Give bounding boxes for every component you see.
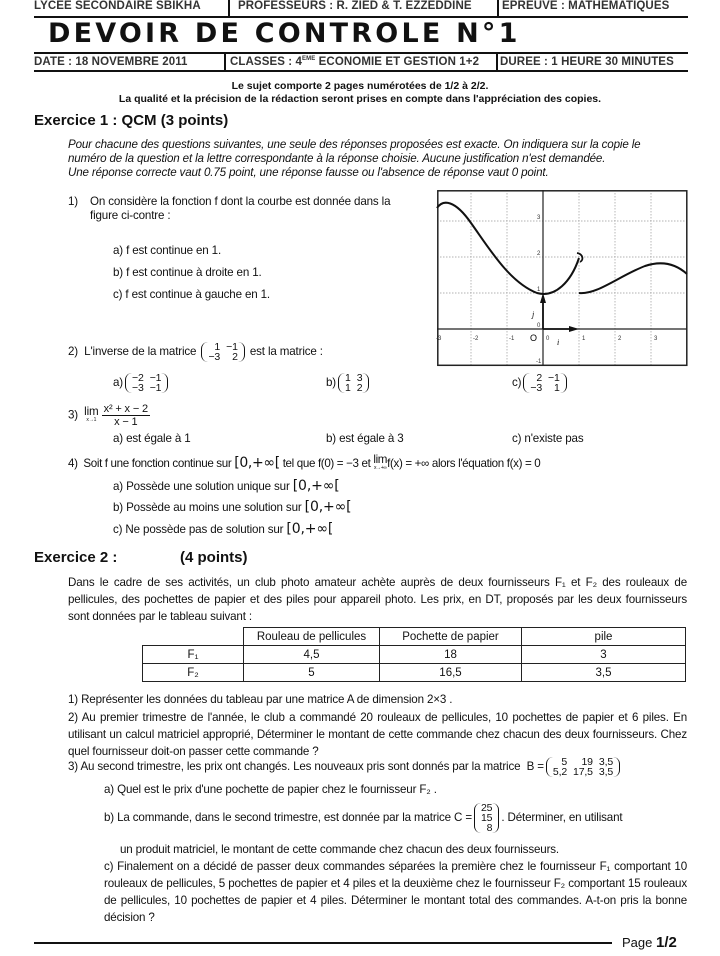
x-tick: -1: [509, 336, 515, 342]
y-tick: 3: [537, 215, 541, 221]
duration: DUREE : 1 HEURE 30 MINUTES: [500, 56, 674, 68]
divider: [34, 70, 688, 72]
classes-prefix: CLASSES : 4: [230, 56, 303, 68]
ex2-q1: 1) Représenter les données du tableau par une matrice A de dimension 2×3 .: [68, 693, 453, 706]
x-tick: 2: [618, 336, 622, 342]
ex2-q3a: a) Quel est le prix d'une pochette de papier chez le fournisseur F₂ .: [104, 783, 437, 796]
ex2-q2: 2) Au premier trimestre de l'année, le club a commandé 20 rouleaux de pellicules, 10 pochettes de papier et 6 piles. En utilisant un calcul matriciel approprié, Déterminer le montant de cette commande chez chacun des deux fournisseurs. Chez quel fournisseur doit-on passer cette commande ?: [68, 711, 687, 758]
school-name: LYCEE SECONDAIRE SBIKHA: [34, 0, 201, 12]
ex1-intro-line: Pour chacune des questions suivantes, une seule des réponses proposées est exacte. On indiquera sur la copie le: [68, 138, 641, 151]
ex2-q3b: b) La commande, dans le second trimestre, est donnée par la matrice C = 25 15 8 . Déterminer, en utilisant: [104, 802, 623, 834]
divider: [224, 53, 226, 70]
q2-text: est la matrice :: [249, 345, 323, 359]
exam-date: DATE : 18 NOVEMBRE 2011: [34, 56, 188, 68]
table-row: F₁ 4,5 18 3: [143, 646, 686, 664]
fraction: $\frac{\text{x² + x − 2}}{x - 1}$: [103, 403, 148, 428]
q4-answer-c: c) Ne possède pas de solution sur [0,+∞[: [113, 521, 334, 537]
q4-answer-a: a) Possède une solution unique sur [0,+∞[: [113, 478, 340, 494]
y-tick: 1: [537, 287, 541, 293]
teachers: PROFESSEURS : R. ZIED & T. EZZEDDINE: [238, 0, 472, 12]
ex1-intro-line: numéro de la question et la lettre correspondante à la réponse choisie. Aucune justification n'est demandée.: [68, 152, 606, 165]
q2-answer-b: b) 1 3 1 2: [326, 373, 371, 393]
x-tick: -2: [473, 336, 479, 342]
x-tick: 1: [582, 336, 586, 342]
ex2-q3c: c) Finalement on a décidé de passer deux commandes séparées la première chez le fournisseur F₁ comportant 10 rouleaux de pellicules, 5 pochettes de papier et 4 piles et la deuxième chez le fournisseur F₂ comportant 15 rouleaux de pellicules, 10 pochettes de papier et 4 piles. Déterminer le montant total des commandes. A-t-on pris la bonne décision ?: [104, 860, 687, 924]
q2-answer-a: a) −2 −1 −3 −1: [113, 373, 170, 393]
exercise-1-title: Exercice 1 : QCM (3 points): [34, 112, 229, 129]
q1-text: On considère la fonction f dont la courbe est donnée dans la: [90, 195, 391, 208]
ex1-intro-line: Une réponse correcte vaut 0.75 point, une réponse fausse ou l'absence de réponse vaut 0 point.: [68, 166, 549, 179]
x-tick: 0: [546, 336, 550, 342]
subject: EPREUVE : MATHEMATIQUES: [502, 0, 670, 12]
q3-answer-b: b) est égale à 3: [326, 432, 404, 445]
footer-divider: [34, 942, 612, 944]
note-quality: La qualité et la précision de la rédaction seront prises en compte dans l'appréciation des copies.: [118, 93, 602, 105]
y-tick: 0: [537, 323, 541, 329]
q3-number: 3): [68, 408, 79, 422]
j-label: j: [532, 310, 535, 319]
q3-answer-a: a) est égale à 1: [113, 432, 191, 445]
q2-number: 2): [68, 345, 79, 359]
q4-answer-b: b) Possède au moins une solution sur [0,+∞[: [113, 499, 352, 515]
x-tick: -3: [436, 336, 442, 342]
q3-answer-c: c) n'existe pas: [512, 432, 584, 445]
ex2-q3b-cont: un produit matriciel, le montant de cette commande chez chacun des deux fournisseurs.: [120, 843, 560, 856]
price-table: [142, 627, 686, 682]
q4: 4) Soit f une fonction continue sur [0,+∞[ tel que f(0) = −3 et lim x→+∞ f(x) = +∞ alors l'équation f(x) = 0: [68, 453, 541, 472]
q1-text: figure ci-contre :: [90, 209, 171, 222]
matrix: 1 −1 −3 2: [201, 342, 244, 362]
ex2-q3: 3) Au second trimestre, les prix ont changés. Les nouveaux pris sont donnés par la matrice B = 5 19 3,5 5,2 17,5 3,5: [68, 757, 622, 777]
q1-answer-c: c) f est continue à gauche en 1.: [113, 288, 270, 301]
q1-answer-a: a) f est continue en 1.: [113, 244, 222, 257]
y-tick: 2: [537, 251, 541, 257]
origin-label: O: [530, 333, 538, 343]
divider: [34, 52, 688, 54]
ex2-intro: Dans le cadre de ses activités, un club photo amateur achète auprès de deux fournisseurs F₁ et F₂ des rouleaux de pellicules, des pochettes de papier et des piles pour appareil photo. Les prix, en DT, proposés par les deux fournisseurs sont données par le tableau suivant :: [68, 576, 687, 623]
note-pages: Le sujet comporte 2 pages numérotées de 1/2 à 2/2.: [231, 80, 489, 92]
classes-sup: EME: [302, 56, 316, 63]
exercise-2-title: Exercice 2 :: [34, 549, 118, 566]
q2: [68, 342, 323, 362]
q1-number: 1): [68, 195, 79, 208]
classes: [230, 56, 479, 68]
curve-left-branch: [437, 203, 579, 294]
page-title: DEVOIR DE CONTROLE N°1: [48, 18, 521, 49]
arrow-i-icon: [569, 326, 579, 332]
classes-suffix: ECONOMIE ET GESTION 1+2: [315, 56, 480, 68]
y-tick: -1: [536, 359, 542, 365]
x-tick: 3: [654, 336, 658, 342]
table-header-row: Rouleau de pellicules Pochette de papier pile: [143, 628, 686, 646]
q2-answer-c: c) 2 −1 −3 1: [512, 373, 569, 393]
q3: [68, 403, 150, 428]
function-graph: [437, 190, 689, 367]
page-number: Page 1/2: [622, 934, 677, 951]
divider: [497, 0, 499, 16]
exercise-2-points: (4 points): [180, 549, 248, 566]
curve-right-branch: [579, 263, 687, 293]
limit: lim x→1: [84, 404, 99, 423]
divider: [496, 53, 498, 70]
q1-answer-b: b) f est continue à droite en 1.: [113, 266, 262, 279]
i-label: i: [557, 338, 560, 347]
table-row: F₂ 5 16,5 3,5: [143, 664, 686, 682]
divider: [228, 0, 230, 16]
q2-text: L'inverse de la matrice: [84, 345, 197, 359]
